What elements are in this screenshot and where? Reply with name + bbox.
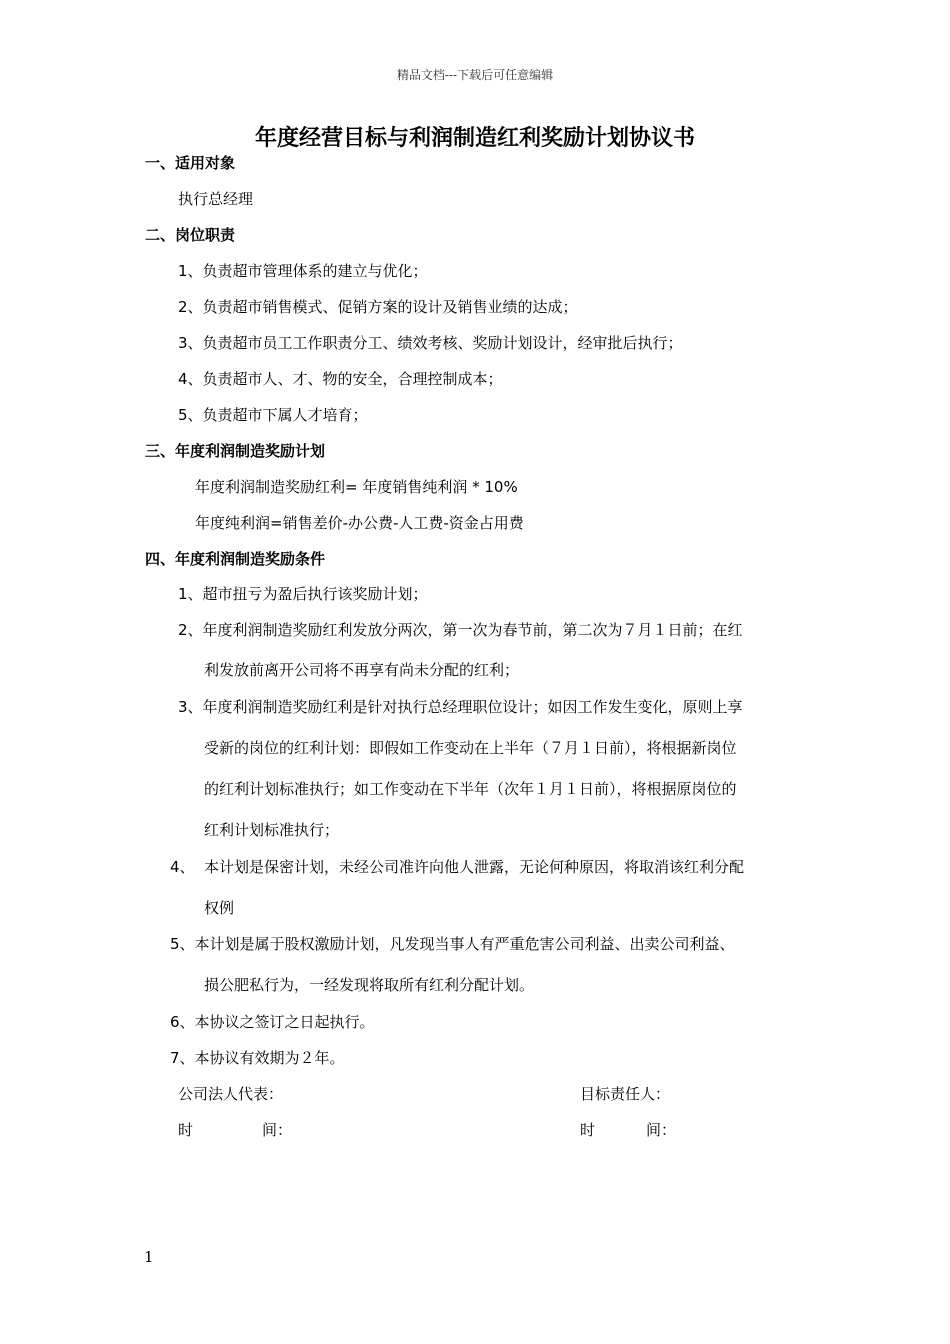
section-heading-3: 三、年度利润制造奖励计划 [145,442,326,460]
section-heading-1: 一、适用对象 [145,154,236,172]
time-label-right-char: 时 [580,1121,596,1139]
time-label-right: 间： [646,1121,677,1139]
condition-line: 的红利计划标准执行；如工作变动在下半年（次年１月１日前），将根据原岗位的 [204,780,737,798]
condition-line: 6、本协议之签订之日起执行。 [170,1013,375,1031]
legal-rep-label: 公司法人代表： [178,1085,284,1103]
duty-item: 2、负责超市销售模式、促销方案的设计及销售业绩的达成； [178,298,578,316]
condition-line: 利发放前离开公司将不再享有尚未分配的红利； [204,661,520,679]
section-heading-2: 二、岗位职责 [145,226,236,244]
condition-line: 本计划是保密计划，未经公司准许向他人泄露，无论何种原因，将取消该红利分配 [204,858,745,876]
condition-line: 3、年度利润制造奖励红利是针对执行总经理职位设计；如因工作发生变化，原则上享 [178,698,743,716]
page-number: 1 [144,1248,154,1266]
condition-line: 损公肥私行为，一经发现将取所有红利分配计划。 [204,976,535,994]
condition-line: 受新的岗位的红利计划：即假如工作变动在上半年（７月１日前），将根据新岗位 [204,739,737,757]
condition-line: 7、本协议有效期为２年。 [170,1049,345,1067]
duty-item: 5、负责超市下属人才培育； [178,406,368,424]
condition-line: 权例 [204,899,235,917]
responsible-person-label: 目标责任人： [580,1085,671,1103]
duty-item: 1、负责超市管理体系的建立与优化； [178,262,428,280]
condition-line: 红利计划标准执行； [204,821,340,839]
page-header: 精品文档---下载后可任意编辑 [396,68,554,82]
duty-item: 3、负责超市员工工作职责分工、绩效考核、奖励计划设计，经审批后执行； [178,334,683,352]
condition-number: 4、 [170,858,195,876]
formula-bonus: 年度利润制造奖励红利= 年度销售纯利润 * 10% [195,478,518,496]
time-label-left: 间： [262,1121,293,1139]
time-label-left-char: 时 [178,1121,194,1139]
formula-net-profit: 年度纯利润=销售差价-办公费-人工费-资金占用费 [195,514,524,532]
condition-line: 2、年度利润制造奖励红利发放分两次，第一次为春节前，第二次为７月１日前；在红 [178,621,743,639]
section-1-body: 执行总经理 [178,190,254,208]
duty-item: 4、负责超市人、才、物的安全，合理控制成本； [178,370,503,388]
document-title: 年度经营目标与利润制造红利奖励计划协议书 [254,126,695,151]
condition-line: 1、超市扭亏为盈后执行该奖励计划； [178,585,428,603]
section-heading-4: 四、年度利润制造奖励条件 [145,550,326,568]
condition-line: 5、本计划是属于股权激励计划，凡发现当事人有严重危害公司利益、出卖公司利益、 [170,935,735,953]
